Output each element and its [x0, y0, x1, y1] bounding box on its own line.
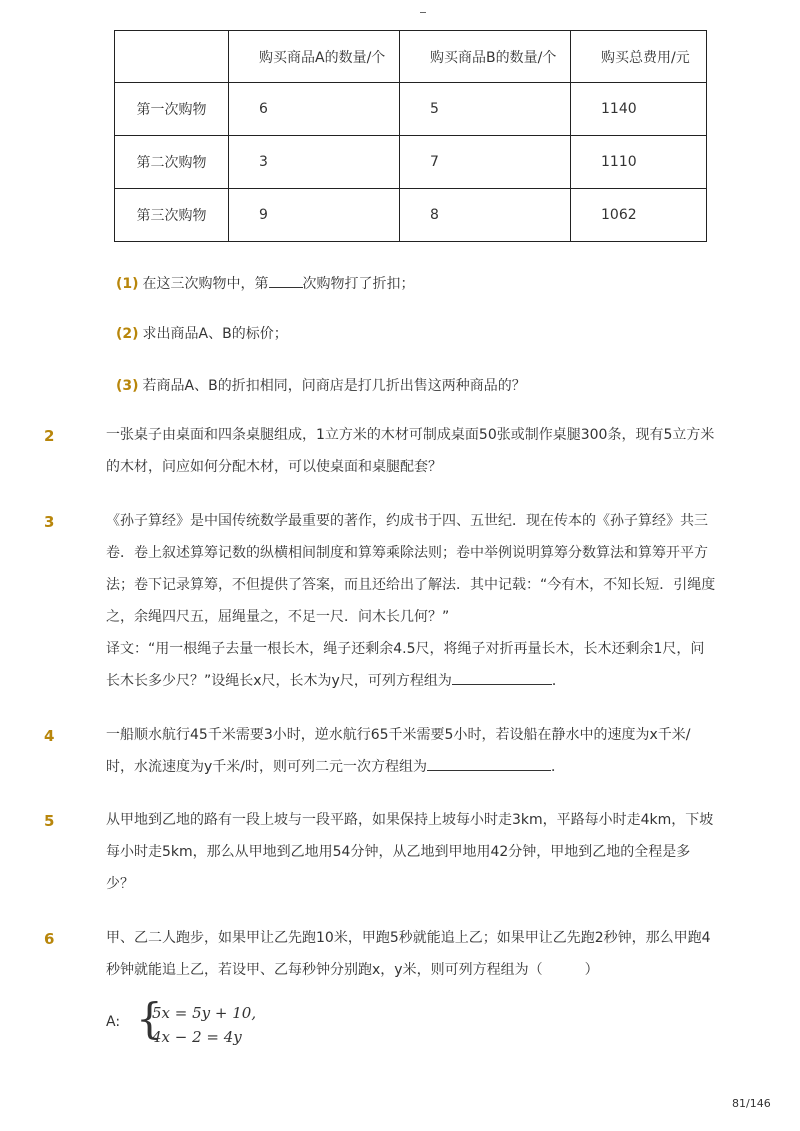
equation-1: 5x = 5y + 10,: [152, 1004, 257, 1022]
purchase-table: [114, 30, 707, 242]
table-header-cell: 购买总费用/元: [571, 31, 707, 83]
table-cell: 1140: [571, 83, 707, 136]
subquestion-number: (3): [116, 378, 139, 394]
subquestion-2: [116, 323, 288, 343]
question-number: 6: [44, 930, 55, 948]
question-punct: ．: [551, 673, 566, 689]
table-cell: 第二次购物: [115, 136, 229, 189]
subquestion-1: [116, 271, 415, 293]
table-header-row: [115, 31, 707, 83]
question-punct: ．: [551, 759, 566, 775]
question-number: 5: [44, 812, 55, 830]
table-header-cell: 购买商品B的数量/个: [400, 31, 571, 83]
question-paragraph: 《孙子算经》是中国传统数学最重要的著作，约成书于四、五世纪．现在传本的《孙子算经》共三卷．卷上叙述算筹记数的纵横相间制度和算筹乘除法则；卷中举例说明算筹分数算法和算筹开平方法；卷下记录算筹，不但提供了答案，而且还给出了解法．其中记载：“今有木，不知长短．引绳度之，余绳四尺五，屈绳量之，不足一尺．问木长几何？”: [106, 513, 716, 625]
question-paragraph: 一船顺水航行45千米需要3小时，逆水航行65千米需要5小时，若设船在静水中的速度为x千米/时，水流速度为y千米/时，则可列二元一次方程组为: [106, 727, 691, 775]
table-cell: 7: [400, 136, 571, 189]
equation-2: 4x − 2 = 4y: [152, 1028, 242, 1046]
table-row: [115, 136, 707, 189]
table-cell: 3: [229, 136, 400, 189]
subquestion-text: 求出商品A、B的标价；: [142, 326, 288, 342]
table-cell: 第三次购物: [115, 189, 229, 242]
option-label: A:: [106, 1014, 121, 1030]
page-number: 81/146: [732, 1097, 771, 1110]
question-number: 3: [44, 513, 55, 531]
subquestion-3: [116, 375, 526, 395]
table-header-cell: 购买商品A的数量/个: [229, 31, 400, 83]
subquestion-text: 在这三次购物中，第: [142, 276, 269, 292]
table-cell: 9: [229, 189, 400, 242]
table-cell: 1062: [571, 189, 707, 242]
question-paragraph: 译文：“用一根绳子去量一根长木，绳子还剩余4.5尺，将绳子对折再量长木，长木还剩余1尺，问长木长多少尺？”设绳长x尺，长木为y尺，可列方程组为: [106, 641, 705, 689]
table-cell: 5: [400, 83, 571, 136]
question-text: 甲、乙二人跑步，如果甲让乙先跑10米，甲跑5秒就能追上乙；如果甲让乙先跑2秒钟，那么甲跑4秒钟就能追上乙，若设甲、乙每秒钟分别跑x，y米，则可列方程组为（ ）: [106, 930, 711, 978]
answer-blank[interactable]: [452, 668, 552, 685]
subquestion-text: 若商品A、B的折扣相同，问商店是打几折出售这两种商品的？: [142, 378, 526, 394]
answer-blank[interactable]: [427, 754, 551, 771]
subquestion-number: (1): [116, 276, 139, 292]
question-text: [106, 719, 716, 783]
table-cell: 第一次购物: [115, 83, 229, 136]
question-number: 2: [44, 427, 55, 445]
answer-blank[interactable]: [269, 271, 303, 288]
subquestion-text: 次购物打了折扣；: [302, 276, 415, 292]
table-row: [115, 189, 707, 242]
table-cell: 6: [229, 83, 400, 136]
table-header-cell: [115, 31, 229, 83]
top-mark: [420, 12, 426, 13]
question-text: 从甲地到乙地的路有一段上坡与一段平路，如果保持上坡每小时走3km，平路每小时走4km，下坡每小时走5km，那么从甲地到乙地用54分钟，从乙地到甲地用42分钟，甲地到乙地的全程是多少？: [106, 812, 714, 892]
question-number: 4: [44, 727, 55, 745]
subquestion-number: (2): [116, 326, 139, 342]
left-brace: {: [136, 994, 163, 1043]
question-text: [106, 505, 716, 697]
table-cell: 1110: [571, 136, 707, 189]
table-cell: 8: [400, 189, 571, 242]
table-row: [115, 83, 707, 136]
question-text: 一张桌子由桌面和四条桌腿组成，1立方米的木材可制成桌面50张或制作桌腿300条，现有5立方米的木材，问应如何分配木材，可以使桌面和桌腿配套？: [106, 427, 715, 475]
